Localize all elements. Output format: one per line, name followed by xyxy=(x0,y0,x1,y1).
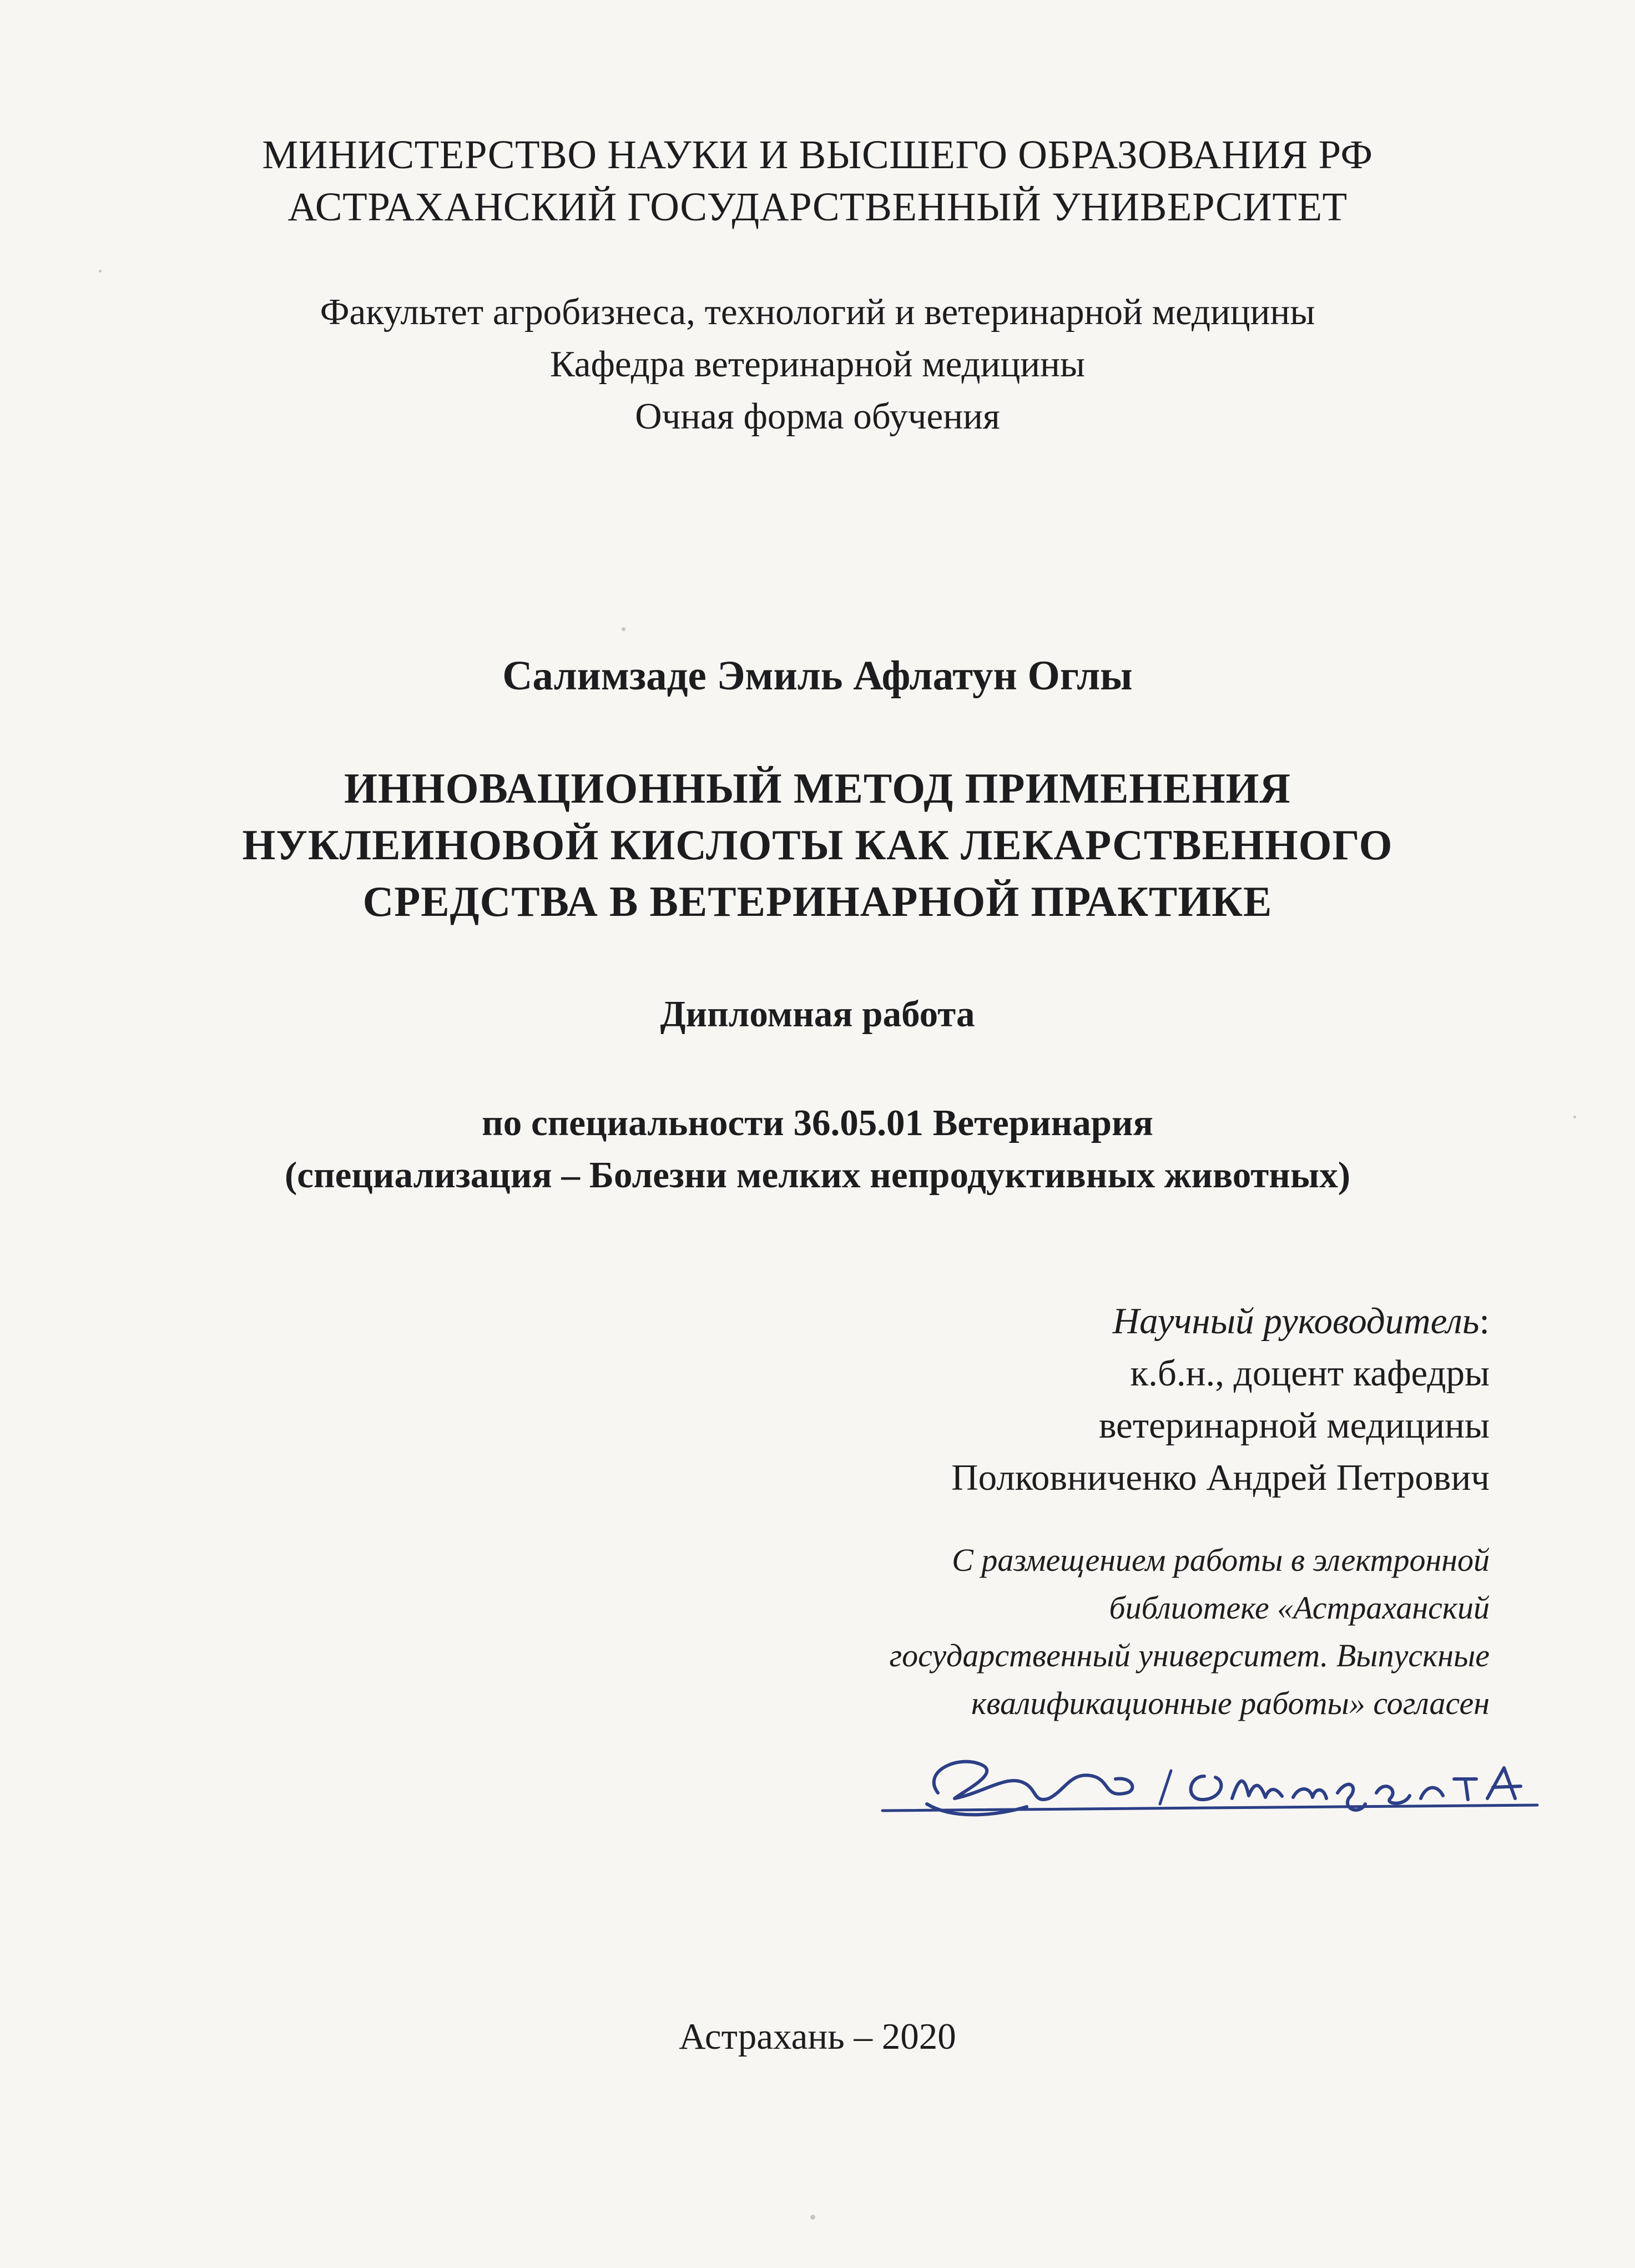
advisor-role-colon: : xyxy=(1479,1301,1490,1342)
scan-speck xyxy=(99,270,102,273)
university-name: АСТРАХАНСКИЙ ГОСУДАРСТВЕННЫЙ УНИВЕРСИТЕТ xyxy=(287,184,1348,229)
signature-underline xyxy=(882,1805,1537,1811)
advisor-name: Полковниченко Андрей Петрович xyxy=(951,1457,1490,1498)
signature-separator xyxy=(1160,1771,1171,1804)
faculty-block xyxy=(0,286,1635,442)
specialty-block xyxy=(0,1097,1635,1201)
title-line: ИННОВАЦИОННЫЙ МЕТОД ПРИМЕНЕНИЯ xyxy=(344,764,1291,812)
scan-speck xyxy=(622,627,625,631)
study-form: Очная форма обучения xyxy=(635,396,1000,437)
consent-line: государственный университет. Выпускные xyxy=(889,1637,1490,1674)
consent-line: библиотеке «Астраханский xyxy=(1109,1590,1490,1626)
advisor-department: ветеринарной медицины xyxy=(1098,1405,1490,1446)
scan-speck xyxy=(1573,1116,1576,1118)
consent-line: С размещением работы в электронной xyxy=(952,1542,1490,1578)
handwritten-name-stroke xyxy=(1191,1768,1521,1810)
title-line: НУКЛЕИНОВОЙ КИСЛОТЫ КАК ЛЕКАРСТВЕННОГО xyxy=(242,821,1393,869)
advisor-position: к.б.н., доцент кафедры xyxy=(1130,1353,1490,1394)
author-name: Салимзаде Эмиль Афлатун Оглы xyxy=(502,653,1133,699)
work-type: Дипломная работа xyxy=(660,994,975,1035)
consent-line: квалификационные работы» согласен xyxy=(971,1685,1490,1721)
specialization-line: (специализация – Болезни мелких непродуктивных животных) xyxy=(284,1155,1351,1196)
city-year: Астрахань – 2020 xyxy=(679,2016,956,2057)
specialty-line: по специальности 36.05.01 Ветеринария xyxy=(482,1102,1153,1143)
library-consent xyxy=(889,1536,1490,1727)
advisor-role-line xyxy=(951,1295,1490,1347)
handwritten-signature xyxy=(871,1737,1560,1832)
title-line: СРЕДСТВА В ВЕТЕРИНАРНОЙ ПРАКТИКЕ xyxy=(362,878,1273,925)
scan-speck xyxy=(810,2215,815,2220)
advisor-role: Научный руководитель xyxy=(1112,1301,1480,1342)
department-name: Кафедра ветеринарной медицины xyxy=(549,344,1086,385)
institution-header xyxy=(0,129,1635,233)
signature-scribble xyxy=(934,1762,1133,1800)
faculty-name: Факультет агробизнеса, технологий и ветеринарной медицины xyxy=(320,291,1315,332)
ministry-name: МИНИСТЕРСТВО НАУКИ И ВЫСШЕГО ОБРАЗОВАНИЯ РФ xyxy=(262,132,1373,177)
thesis-title xyxy=(0,760,1635,930)
advisor-block xyxy=(951,1295,1490,1504)
